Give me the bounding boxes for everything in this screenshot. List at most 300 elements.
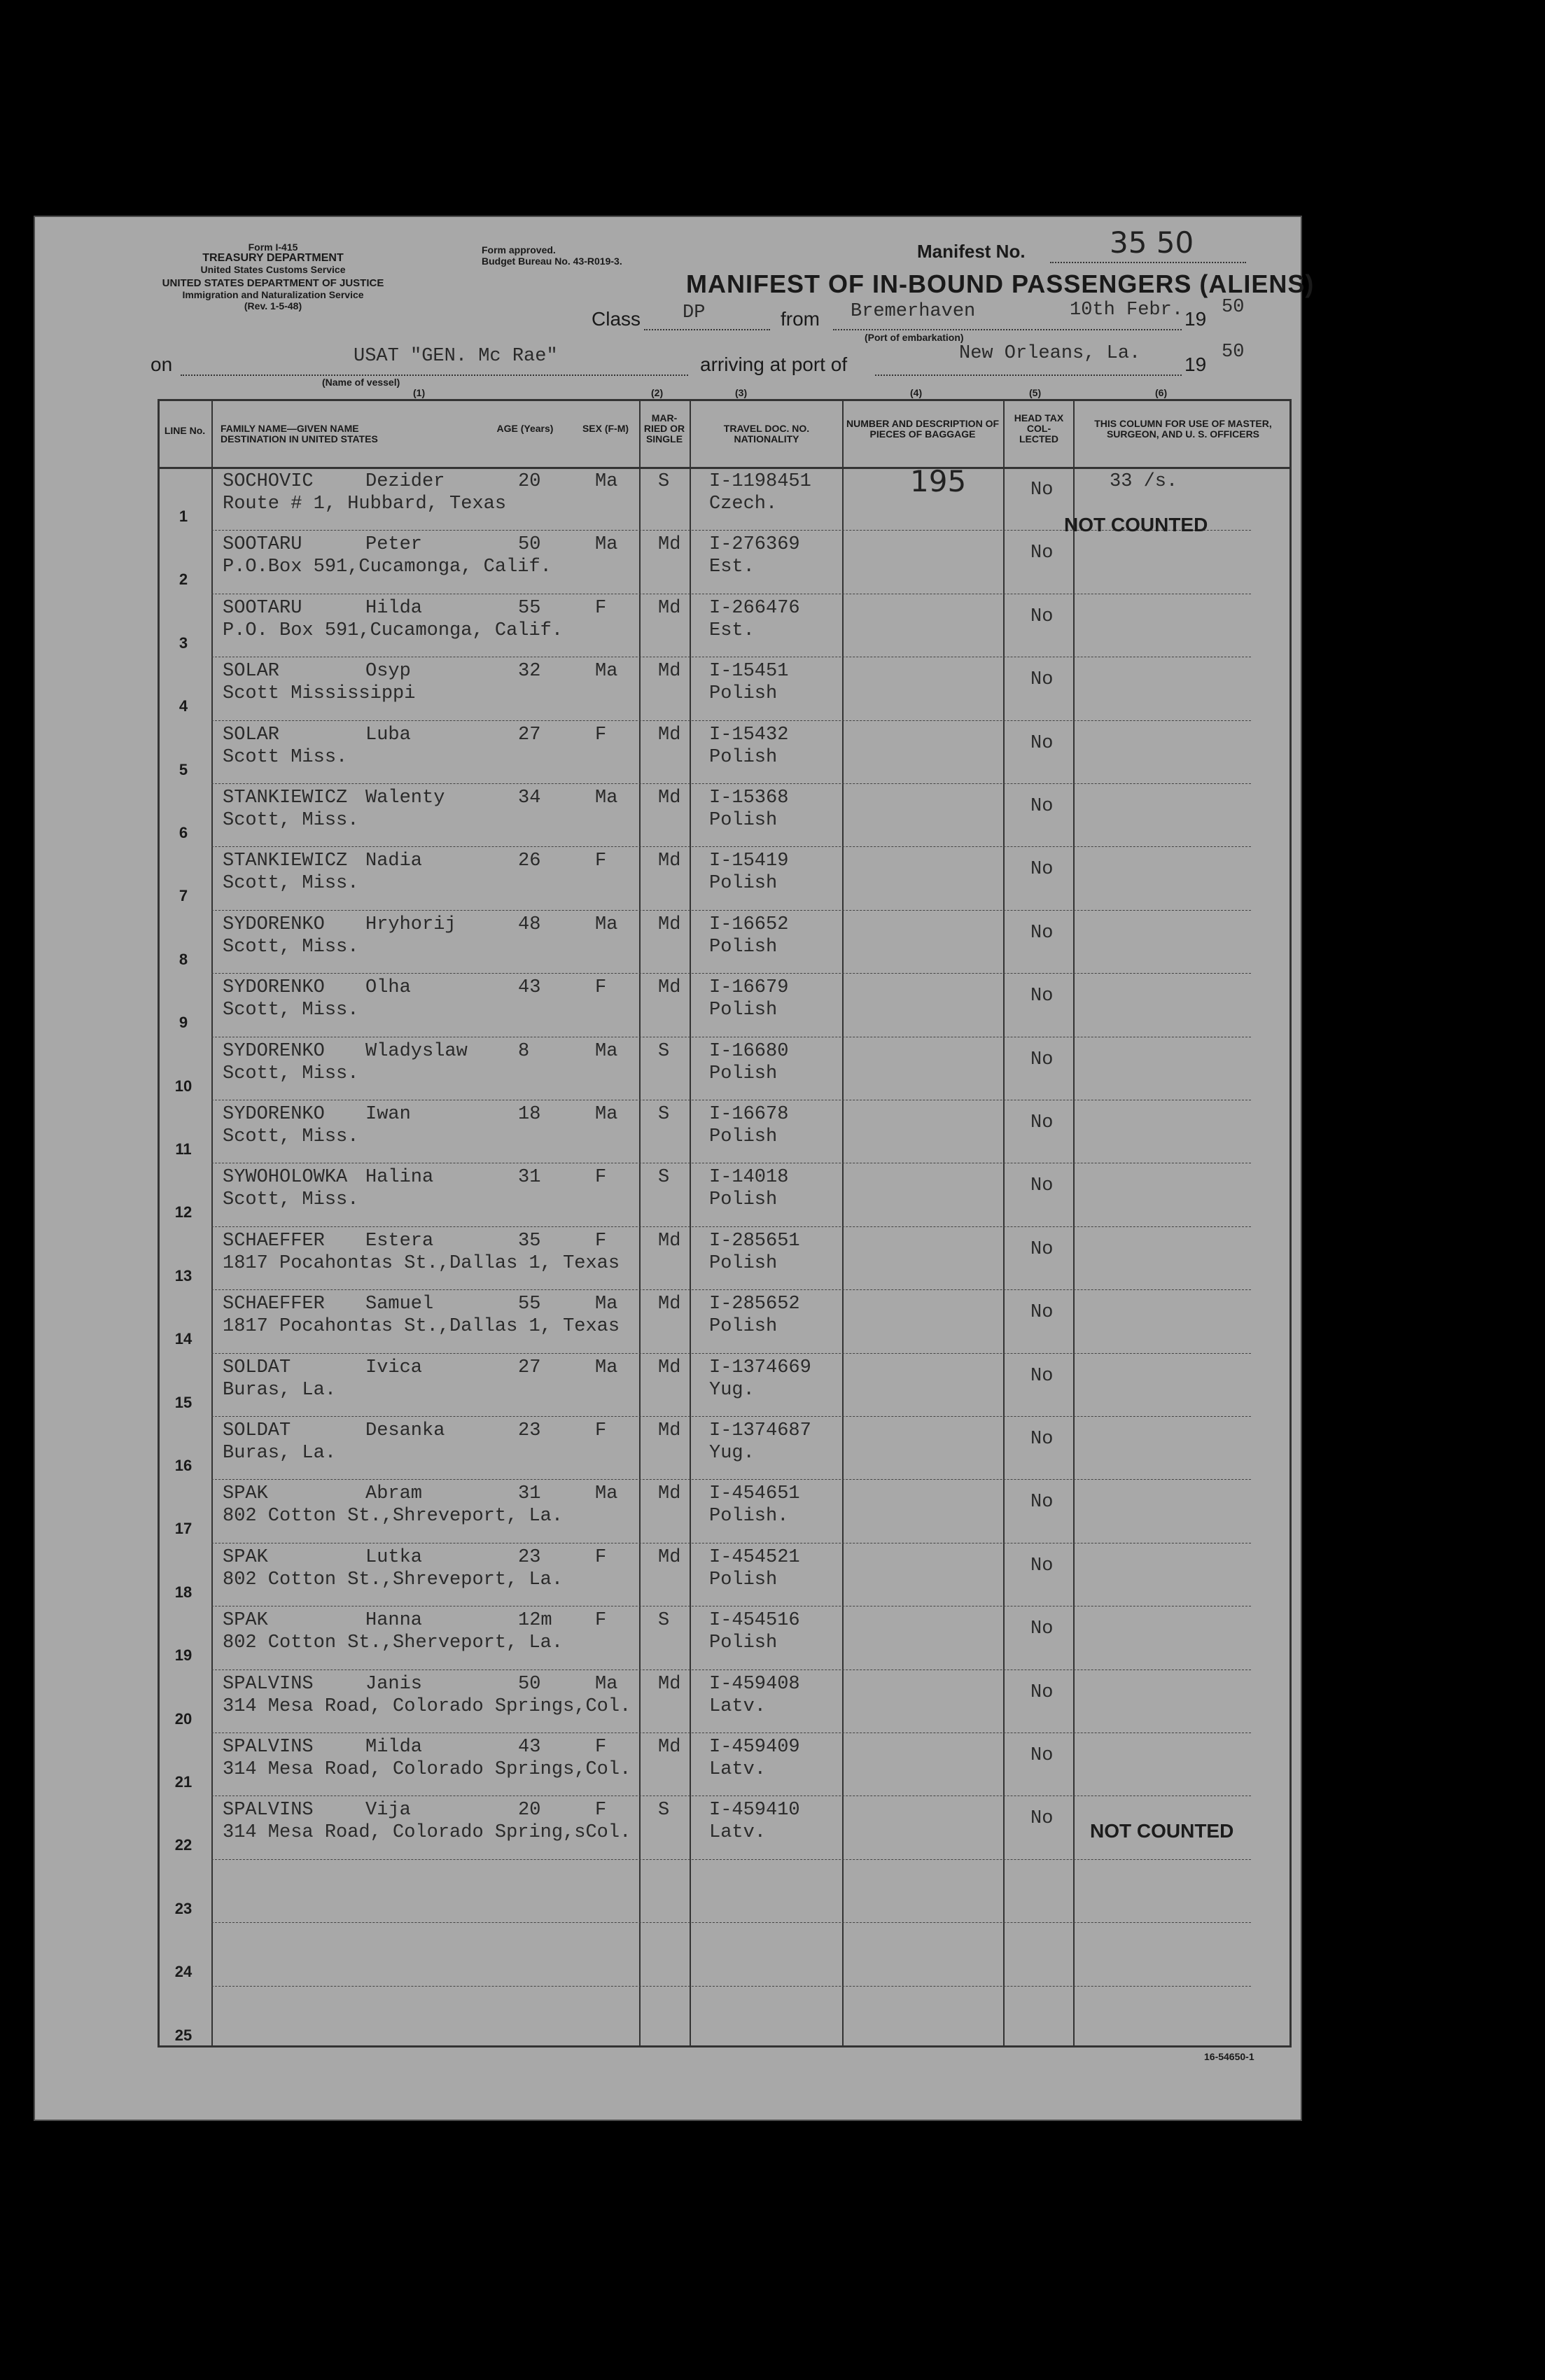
travel-doc-no: I-1374687 (709, 1420, 811, 1441)
age: 50 (518, 534, 541, 556)
nationality: Yug. (709, 1443, 755, 1464)
officer-note: 33 /s. (1110, 471, 1178, 492)
row-divider (211, 1353, 1251, 1354)
destination: Route # 1, Hubbard, Texas (223, 493, 507, 514)
given-name: Olha (365, 977, 411, 999)
form-header-left (140, 241, 406, 312)
col-head-tax: HEAD TAX COL-LECTED (1014, 412, 1064, 444)
arrival-date: 10th Febr. (1070, 300, 1184, 321)
age: 31 (518, 1483, 541, 1505)
family-name: STANKIEWICZ (223, 850, 348, 872)
nationality: Est. (709, 620, 755, 641)
family-name: SOLAR (223, 724, 280, 746)
col-divider (639, 399, 641, 2047)
head-tax: No (1030, 1238, 1054, 1260)
age: 31 (518, 1167, 541, 1189)
head-tax: No (1030, 796, 1054, 817)
nationality: Polish (709, 936, 778, 958)
line-number: 15 (174, 1393, 193, 1411)
head-tax: No (1030, 1365, 1054, 1387)
nationality: Yug. (709, 1379, 755, 1401)
row-divider (211, 1416, 1251, 1417)
nationality: Polish (709, 1126, 778, 1147)
line-number: 4 (179, 697, 188, 715)
destination: Buras, La. (223, 1379, 337, 1401)
form-number: Form I-415 (248, 241, 298, 253)
family-name: SYWOHOLOWKA (223, 1167, 348, 1189)
line-number: 22 (174, 1836, 193, 1854)
table-header-rule (158, 467, 1292, 469)
destination: 314 Mesa Road, Colorado Springs,Col. (223, 1759, 631, 1780)
nationality: Polish (709, 1569, 778, 1590)
treasury-dept: TREASURY DEPARTMENT (202, 252, 344, 264)
nationality: Polish (709, 810, 778, 831)
age: 27 (518, 1357, 541, 1378)
family-name: SPALVINS (223, 1800, 314, 1821)
col-divider (1003, 399, 1005, 2047)
destination: 802 Cotton St.,Shreveport, La. (223, 1569, 564, 1590)
marital-status: Md (658, 534, 681, 556)
travel-doc-no: I-1374669 (709, 1357, 811, 1378)
sex: F (595, 977, 607, 999)
line-number: 9 (179, 1014, 188, 1032)
line-number: 21 (174, 1773, 193, 1791)
age: 48 (518, 913, 541, 935)
col-num-1: (1) (413, 387, 426, 398)
sex: F (595, 1420, 607, 1441)
not-counted-stamp: NOT COUNTED (1090, 1820, 1234, 1842)
not-counted-stamp: NOT COUNTED (1064, 514, 1208, 536)
nationality: Polish (709, 873, 778, 895)
destination: 802 Cotton St.,Shreveport, La. (223, 1506, 564, 1527)
travel-doc-no: I-454521 (709, 1546, 800, 1568)
arrival-port-line (875, 374, 1182, 376)
class-label: Class (592, 308, 641, 330)
given-name: Abram (365, 1483, 423, 1505)
row-divider (211, 1226, 1251, 1227)
age: 26 (518, 850, 541, 872)
travel-doc-no: I-459410 (709, 1800, 800, 1821)
family-name: SPAK (223, 1610, 268, 1632)
family-name: SOCHOVIC (223, 471, 314, 492)
head-tax: No (1030, 669, 1054, 691)
nationality: Polish (709, 1316, 778, 1338)
destination: Scott, Miss. (223, 936, 359, 958)
marital-status: Md (658, 1546, 681, 1568)
vessel-name: USAT "GEN. Mc Rae" (354, 346, 558, 367)
family-name: STANKIEWICZ (223, 788, 348, 808)
travel-doc-no: I-15419 (709, 850, 789, 872)
family-name: SCHAEFFER (223, 1230, 325, 1252)
col-num-3: (3) (735, 387, 748, 398)
col-num-6: (6) (1155, 387, 1168, 398)
col-divider (211, 399, 213, 2047)
age: 35 (518, 1230, 541, 1252)
age: 34 (518, 788, 541, 808)
sex: Ma (595, 1483, 618, 1505)
marital-status: Md (658, 1673, 681, 1695)
age: 50 (518, 1673, 541, 1695)
destination: 802 Cotton St.,Sherveport, La. (223, 1632, 564, 1654)
marital-status: Md (658, 724, 681, 746)
date-line (1035, 329, 1182, 330)
marital-status: Md (658, 1230, 681, 1252)
family-name: SOLAR (223, 661, 280, 682)
col-head-travel: TRAVEL DOC. NO. NATIONALITY (723, 423, 810, 444)
nationality: Est. (709, 556, 755, 578)
arriving-label: arriving at port of (700, 354, 848, 375)
row-divider (211, 1289, 1251, 1290)
travel-doc-no: I-285651 (709, 1230, 800, 1252)
given-name: Desanka (365, 1420, 445, 1441)
line-number: 18 (174, 1583, 193, 1601)
head-tax: No (1030, 1492, 1054, 1513)
family-name: SYDORENKO (223, 913, 325, 935)
head-tax: No (1030, 479, 1054, 500)
travel-doc-no: I-16678 (709, 1104, 789, 1125)
family-name: SOOTARU (223, 597, 302, 619)
line-number: 7 (179, 887, 188, 905)
line-number: 6 (179, 824, 188, 841)
col-head-line-no: LINE No. (164, 425, 206, 436)
line-number: 13 (174, 1266, 193, 1284)
age: 18 (518, 1104, 541, 1125)
port-line (833, 329, 1033, 330)
sex: F (595, 1230, 607, 1252)
marital-status: Md (658, 788, 681, 808)
head-tax: No (1030, 1049, 1054, 1070)
line-number: 24 (174, 1963, 193, 1981)
family-name: SOOTARU (223, 534, 302, 556)
sex: F (595, 1546, 607, 1568)
family-name: SYDORENKO (223, 1040, 325, 1062)
head-tax: No (1030, 859, 1054, 881)
justice-dept: UNITED STATES DEPARTMENT OF JUSTICE (162, 277, 384, 289)
family-name: SOLDAT (223, 1357, 291, 1378)
line-number: 20 (174, 1709, 193, 1728)
col-divider (842, 399, 844, 2047)
line-number: 12 (174, 1203, 193, 1222)
travel-doc-no: I-15451 (709, 661, 789, 682)
class-line (644, 329, 770, 330)
age: 20 (518, 1800, 541, 1821)
head-tax: No (1030, 1112, 1054, 1133)
given-name: Halina (365, 1167, 434, 1189)
head-tax: No (1030, 1175, 1054, 1197)
marital-status: S (658, 1167, 670, 1189)
destination: Buras, La. (223, 1443, 337, 1464)
marital-status: Md (658, 1483, 681, 1505)
travel-doc-no: I-459408 (709, 1673, 800, 1695)
head-tax: No (1030, 922, 1054, 944)
col-head-sex: SEX (F-M) (582, 423, 629, 434)
given-name: Janis (365, 1673, 423, 1695)
given-name: Lutka (365, 1546, 423, 1568)
class-value: DP (683, 302, 706, 323)
nationality: Polish (709, 1252, 778, 1274)
marital-status: Md (658, 977, 681, 999)
head-tax: No (1030, 606, 1054, 627)
col-head-married: MAR-RIED OR SINGLE (643, 412, 685, 444)
row-divider (211, 783, 1251, 784)
sex: Ma (595, 788, 618, 808)
marital-status: S (658, 1040, 670, 1062)
head-tax: No (1030, 1808, 1054, 1830)
age: 43 (518, 977, 541, 999)
arrival-year: 50 (1222, 342, 1245, 363)
vessel-caption: (Name of vessel) (322, 377, 400, 388)
ins-service: Immigration and Naturalization Service (182, 289, 364, 300)
arrival-port: New Orleans, La. (959, 343, 1141, 364)
row-divider (211, 1543, 1251, 1544)
form-approval (482, 244, 622, 267)
travel-doc-no: I-276369 (709, 534, 800, 556)
col-head-baggage: NUMBER AND DESCRIPTION OF PIECES OF BAGGAGE (846, 418, 1000, 440)
line-number: 14 (174, 1330, 193, 1348)
baggage-count: 195 (910, 464, 967, 498)
sex: Ma (595, 1104, 618, 1125)
marital-status: Md (658, 661, 681, 682)
destination: Scott, Miss. (223, 873, 359, 895)
marital-status: Md (658, 850, 681, 872)
line-number: 3 (179, 634, 188, 652)
sex: Ma (595, 661, 618, 682)
form-approved: Form approved. (482, 244, 556, 255)
travel-doc-no: I-454516 (709, 1610, 800, 1632)
row-divider (211, 1986, 1251, 1987)
customs-service: United States Customs Service (200, 264, 346, 275)
family-name: SPAK (223, 1546, 268, 1568)
col-head-name: FAMILY NAME—GIVEN NAME DESTINATION IN UNITED STATES (221, 423, 378, 444)
sex: F (595, 724, 607, 746)
sex: Ma (595, 1673, 618, 1695)
given-name: Wladyslaw (365, 1040, 468, 1062)
destination: P.O.Box 591,Cucamonga, Calif. (223, 556, 552, 578)
sex: Ma (595, 1040, 618, 1062)
destination: 1817 Pocahontas St.,Dallas 1, Texas (223, 1252, 620, 1274)
family-name: SYDORENKO (223, 1104, 325, 1125)
manifest-no-line (1050, 262, 1246, 263)
travel-doc-no: I-454651 (709, 1483, 800, 1505)
line-number: 16 (174, 1457, 193, 1474)
age: 27 (518, 724, 541, 746)
given-name: Nadia (365, 850, 423, 872)
nationality: Polish. (709, 1506, 789, 1527)
manifest-title: MANIFEST OF IN-BOUND PASSENGERS (ALIENS) (686, 270, 1315, 298)
travel-doc-no: I-14018 (709, 1167, 789, 1189)
col-num-4: (4) (910, 387, 923, 398)
family-name: SYDORENKO (223, 977, 325, 999)
col-num-2: (2) (651, 387, 664, 398)
destination: Scott Mississippi (223, 683, 416, 705)
col-num-5: (5) (1029, 387, 1042, 398)
head-tax: No (1030, 1429, 1054, 1450)
marital-status: Md (658, 1294, 681, 1315)
line-number: 2 (179, 570, 188, 589)
sex: F (595, 597, 607, 619)
age: 32 (518, 661, 541, 682)
age: 12m (518, 1610, 552, 1632)
marital-status: Md (658, 913, 681, 935)
nationality: Czech. (709, 493, 778, 514)
col-divider (1073, 399, 1075, 2047)
given-name: Walenty (365, 788, 445, 808)
destination: Scott, Miss. (223, 1189, 359, 1211)
family-name: SCHAEFFER (223, 1294, 325, 1315)
given-name: Vija (365, 1800, 411, 1821)
nationality: Latv. (709, 1822, 767, 1844)
destination: Scott, Miss. (223, 1126, 359, 1147)
given-name: Hanna (365, 1610, 423, 1632)
line-number: 1 (179, 507, 188, 525)
marital-status: Md (658, 1420, 681, 1441)
marital-status: S (658, 1104, 670, 1125)
given-name: Estera (365, 1230, 434, 1252)
family-name: SPAK (223, 1483, 268, 1505)
row-divider (211, 1732, 1251, 1733)
row-divider (211, 910, 1251, 911)
line-number: 10 (174, 1077, 193, 1095)
sex: Ma (595, 1357, 618, 1378)
marital-status: S (658, 1610, 670, 1632)
head-tax: No (1030, 542, 1054, 564)
nationality: Polish (709, 683, 778, 705)
destination: 314 Mesa Road, Colorado Springs,Col. (223, 1695, 631, 1717)
travel-doc-no: I-15368 (709, 788, 789, 808)
nationality: Polish (709, 746, 778, 768)
travel-doc-no: I-285652 (709, 1294, 800, 1315)
destination: Scott, Miss. (223, 1063, 359, 1084)
age: 43 (518, 1737, 541, 1758)
given-name: Dezider (365, 471, 445, 492)
age: 23 (518, 1420, 541, 1441)
sex: F (595, 1737, 607, 1758)
age: 55 (518, 1294, 541, 1315)
given-name: Luba (365, 724, 411, 746)
col-head-officers: THIS COLUMN FOR USE OF MASTER, SURGEON, AND U. S. OFFICERS (1094, 418, 1272, 440)
travel-doc-no: I-459409 (709, 1737, 800, 1758)
given-name: Samuel (365, 1294, 434, 1315)
family-name: SPALVINS (223, 1673, 314, 1695)
row-divider (211, 1795, 1251, 1796)
line-number: 25 (174, 2026, 193, 2044)
destination: Scott Miss. (223, 746, 348, 768)
travel-doc-no: I-16680 (709, 1040, 789, 1062)
line-number: 19 (174, 1646, 193, 1665)
age: 23 (518, 1546, 541, 1568)
marital-status: S (658, 1800, 670, 1821)
head-tax: No (1030, 1618, 1054, 1640)
row-divider (211, 720, 1251, 721)
sex: F (595, 1610, 607, 1632)
sex: Ma (595, 471, 618, 492)
row-divider (211, 1922, 1251, 1923)
age: 55 (518, 597, 541, 619)
line-number: 17 (174, 1520, 193, 1538)
travel-doc-no: I-16652 (709, 913, 789, 935)
head-tax: No (1030, 1302, 1054, 1324)
footer-code: 16-54650-1 (1204, 2051, 1254, 2062)
nationality: Polish (709, 1632, 778, 1654)
sex: F (595, 1800, 607, 1821)
given-name: Osyp (365, 661, 411, 682)
marital-status: Md (658, 1737, 681, 1758)
on-label: on (151, 354, 173, 375)
manifest-no-value: 35 50 (1110, 225, 1194, 260)
travel-doc-no: I-266476 (709, 597, 800, 619)
col-head-age: AGE (Years) (496, 423, 554, 434)
line-number: 23 (174, 1899, 193, 1917)
destination: 1817 Pocahontas St.,Dallas 1, Texas (223, 1316, 620, 1338)
given-name: Peter (365, 534, 423, 556)
head-tax: No (1030, 1681, 1054, 1703)
marital-status: Md (658, 1357, 681, 1378)
age: 20 (518, 471, 541, 492)
year-value: 50 (1222, 297, 1245, 318)
revision: (Rev. 1-5-48) (244, 300, 302, 312)
travel-doc-no: I-15432 (709, 724, 789, 746)
head-tax: No (1030, 732, 1054, 754)
row-divider (211, 846, 1251, 847)
nationality: Latv. (709, 1759, 767, 1780)
manifest-no-label: Manifest No. (917, 241, 1026, 262)
nationality: Polish (709, 1000, 778, 1021)
arrival-year-prefix: 19 (1184, 354, 1207, 375)
destination: 314 Mesa Road, Colorado Spring,sCol. (223, 1822, 631, 1844)
sex: F (595, 1167, 607, 1189)
line-number: 8 (179, 950, 188, 968)
line-number: 5 (179, 760, 188, 778)
age: 8 (518, 1040, 530, 1062)
sex: F (595, 850, 607, 872)
travel-doc-no: I-1198451 (709, 471, 811, 492)
head-tax: No (1030, 1745, 1054, 1766)
row-divider (211, 1859, 1251, 1860)
port-caption: (Port of embarkation) (865, 332, 964, 343)
destination: Scott, Miss. (223, 810, 359, 831)
given-name: Iwan (365, 1104, 411, 1125)
family-name: SPALVINS (223, 1737, 314, 1758)
marital-status: S (658, 471, 670, 492)
given-name: Hryhorij (365, 913, 456, 935)
family-name: SOLDAT (223, 1420, 291, 1441)
given-name: Hilda (365, 597, 423, 619)
marital-status: Md (658, 597, 681, 619)
vessel-line (181, 374, 688, 376)
budget-bureau: Budget Bureau No. 43-R019-3. (482, 255, 622, 267)
travel-doc-no: I-16679 (709, 977, 789, 999)
line-number: 11 (175, 1140, 192, 1158)
col-divider (690, 399, 691, 2047)
sex: Ma (595, 913, 618, 935)
destination: Scott, Miss. (223, 1000, 359, 1021)
nationality: Latv. (709, 1695, 767, 1717)
given-name: Ivica (365, 1357, 423, 1378)
head-tax: No (1030, 1555, 1054, 1576)
nationality: Polish (709, 1063, 778, 1084)
from-label: from (781, 308, 820, 330)
year-prefix: 19 (1184, 308, 1207, 330)
given-name: Milda (365, 1737, 423, 1758)
row-divider (211, 973, 1251, 974)
destination: P.O. Box 591,Cucamonga, Calif. (223, 620, 564, 641)
head-tax: No (1030, 986, 1054, 1007)
sex: Ma (595, 534, 618, 556)
sex: Ma (595, 1294, 618, 1315)
row-divider (211, 1479, 1251, 1480)
nationality: Polish (709, 1189, 778, 1211)
port-of-embarkation: Bremerhaven (851, 301, 976, 322)
